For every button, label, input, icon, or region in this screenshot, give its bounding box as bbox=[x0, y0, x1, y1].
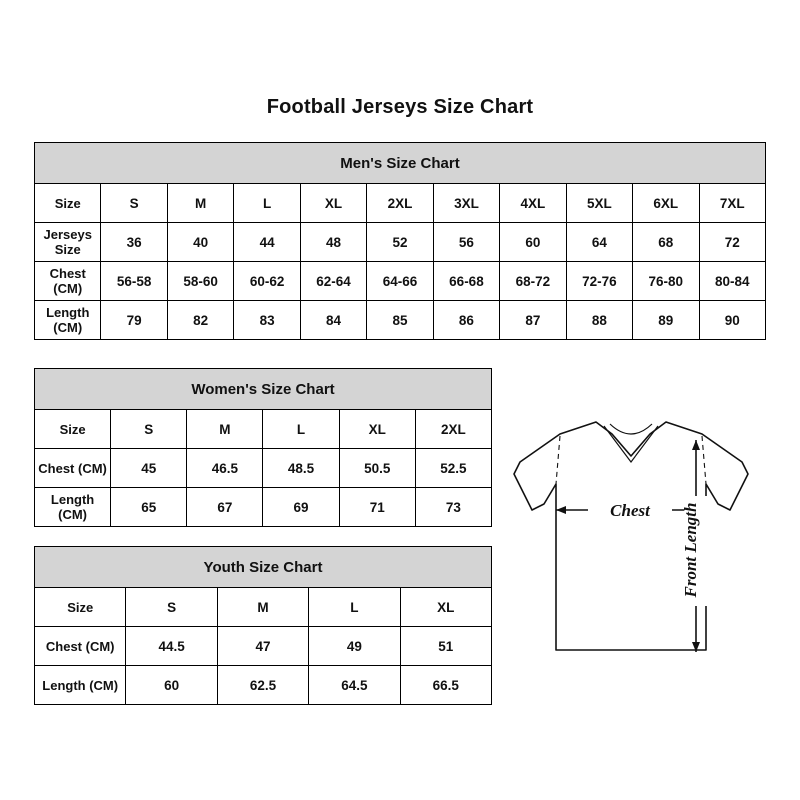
table-row bbox=[35, 262, 766, 301]
value-cell: 40 bbox=[167, 223, 233, 262]
row-label: Chest (CM) bbox=[35, 262, 101, 301]
row-label: Size bbox=[35, 410, 111, 449]
value-cell: 69 bbox=[263, 488, 339, 527]
value-cell: 87 bbox=[500, 301, 566, 340]
size-cell: 5XL bbox=[566, 184, 632, 223]
value-cell: 79 bbox=[101, 301, 167, 340]
value-cell: 58-60 bbox=[167, 262, 233, 301]
size-cell: S bbox=[126, 588, 217, 627]
value-cell: 85 bbox=[367, 301, 433, 340]
value-cell: 83 bbox=[234, 301, 300, 340]
value-cell: 36 bbox=[101, 223, 167, 262]
size-cell: 2XL bbox=[415, 410, 491, 449]
value-cell: 82 bbox=[167, 301, 233, 340]
value-cell: 88 bbox=[566, 301, 632, 340]
value-cell: 52.5 bbox=[415, 449, 491, 488]
value-cell: 72-76 bbox=[566, 262, 632, 301]
chest-dimension-label: Chest bbox=[610, 501, 650, 520]
value-cell: 90 bbox=[699, 301, 765, 340]
table-row bbox=[35, 449, 492, 488]
womens-table-title: Women's Size Chart bbox=[35, 369, 492, 410]
size-cell: 6XL bbox=[633, 184, 699, 223]
size-cell: S bbox=[101, 184, 167, 223]
value-cell: 60-62 bbox=[234, 262, 300, 301]
value-cell: 67 bbox=[187, 488, 263, 527]
value-cell: 62-64 bbox=[300, 262, 366, 301]
value-cell: 45 bbox=[111, 449, 187, 488]
value-cell: 73 bbox=[415, 488, 491, 527]
value-cell: 80-84 bbox=[699, 262, 765, 301]
womens-table-header-row bbox=[35, 369, 492, 410]
table-row bbox=[35, 627, 492, 666]
table-row bbox=[35, 223, 766, 262]
value-cell: 47 bbox=[217, 627, 308, 666]
size-cell: XL bbox=[300, 184, 366, 223]
value-cell: 64-66 bbox=[367, 262, 433, 301]
value-cell: 48 bbox=[300, 223, 366, 262]
value-cell: 89 bbox=[633, 301, 699, 340]
value-cell: 52 bbox=[367, 223, 433, 262]
size-cell: 7XL bbox=[699, 184, 765, 223]
row-label: Length (CM) bbox=[35, 301, 101, 340]
size-cell: L bbox=[263, 410, 339, 449]
page-title: Football Jerseys Size Chart bbox=[266, 96, 534, 118]
youth-table-title: Youth Size Chart bbox=[35, 547, 492, 588]
value-cell: 84 bbox=[300, 301, 366, 340]
size-cell: XL bbox=[400, 588, 491, 627]
size-cell: L bbox=[309, 588, 400, 627]
value-cell: 66-68 bbox=[433, 262, 499, 301]
youth-size-table bbox=[34, 546, 492, 705]
mens-table-header-row bbox=[35, 143, 766, 184]
size-cell: 4XL bbox=[500, 184, 566, 223]
size-cell: M bbox=[167, 184, 233, 223]
size-cell: 2XL bbox=[367, 184, 433, 223]
youth-size-row bbox=[35, 588, 492, 627]
value-cell: 60 bbox=[500, 223, 566, 262]
womens-size-table bbox=[34, 368, 492, 527]
size-cell: 3XL bbox=[433, 184, 499, 223]
value-cell: 64 bbox=[566, 223, 632, 262]
value-cell: 51 bbox=[400, 627, 491, 666]
value-cell: 76-80 bbox=[633, 262, 699, 301]
row-label: Jerseys Size bbox=[35, 223, 101, 262]
value-cell: 50.5 bbox=[339, 449, 415, 488]
row-label: Chest (CM) bbox=[35, 627, 126, 666]
size-cell: XL bbox=[339, 410, 415, 449]
value-cell: 49 bbox=[309, 627, 400, 666]
table-row bbox=[35, 301, 766, 340]
value-cell: 86 bbox=[433, 301, 499, 340]
value-cell: 60 bbox=[126, 666, 217, 705]
value-cell: 68-72 bbox=[500, 262, 566, 301]
womens-size-row bbox=[35, 410, 492, 449]
size-cell: M bbox=[187, 410, 263, 449]
value-cell: 65 bbox=[111, 488, 187, 527]
value-cell: 62.5 bbox=[217, 666, 308, 705]
value-cell: 44 bbox=[234, 223, 300, 262]
row-label: Length (CM) bbox=[35, 666, 126, 705]
mens-size-table bbox=[34, 142, 766, 340]
tshirt-measurement-diagram bbox=[500, 400, 786, 700]
value-cell: 56 bbox=[433, 223, 499, 262]
table-row bbox=[35, 666, 492, 705]
row-label: Length (CM) bbox=[35, 488, 111, 527]
mens-table-title: Men's Size Chart bbox=[35, 143, 766, 184]
value-cell: 56-58 bbox=[101, 262, 167, 301]
value-cell: 44.5 bbox=[126, 627, 217, 666]
value-cell: 64.5 bbox=[309, 666, 400, 705]
size-cell: M bbox=[217, 588, 308, 627]
row-label: Size bbox=[35, 588, 126, 627]
value-cell: 48.5 bbox=[263, 449, 339, 488]
table-row bbox=[35, 488, 492, 527]
row-label: Chest (CM) bbox=[35, 449, 111, 488]
value-cell: 71 bbox=[339, 488, 415, 527]
row-label: Size bbox=[35, 184, 101, 223]
youth-table-header-row bbox=[35, 547, 492, 588]
front-length-dimension-label: Front Length bbox=[681, 502, 700, 598]
mens-size-row bbox=[35, 184, 766, 223]
value-cell: 46.5 bbox=[187, 449, 263, 488]
size-cell: L bbox=[234, 184, 300, 223]
value-cell: 66.5 bbox=[400, 666, 491, 705]
size-cell: S bbox=[111, 410, 187, 449]
value-cell: 68 bbox=[633, 223, 699, 262]
value-cell: 72 bbox=[699, 223, 765, 262]
